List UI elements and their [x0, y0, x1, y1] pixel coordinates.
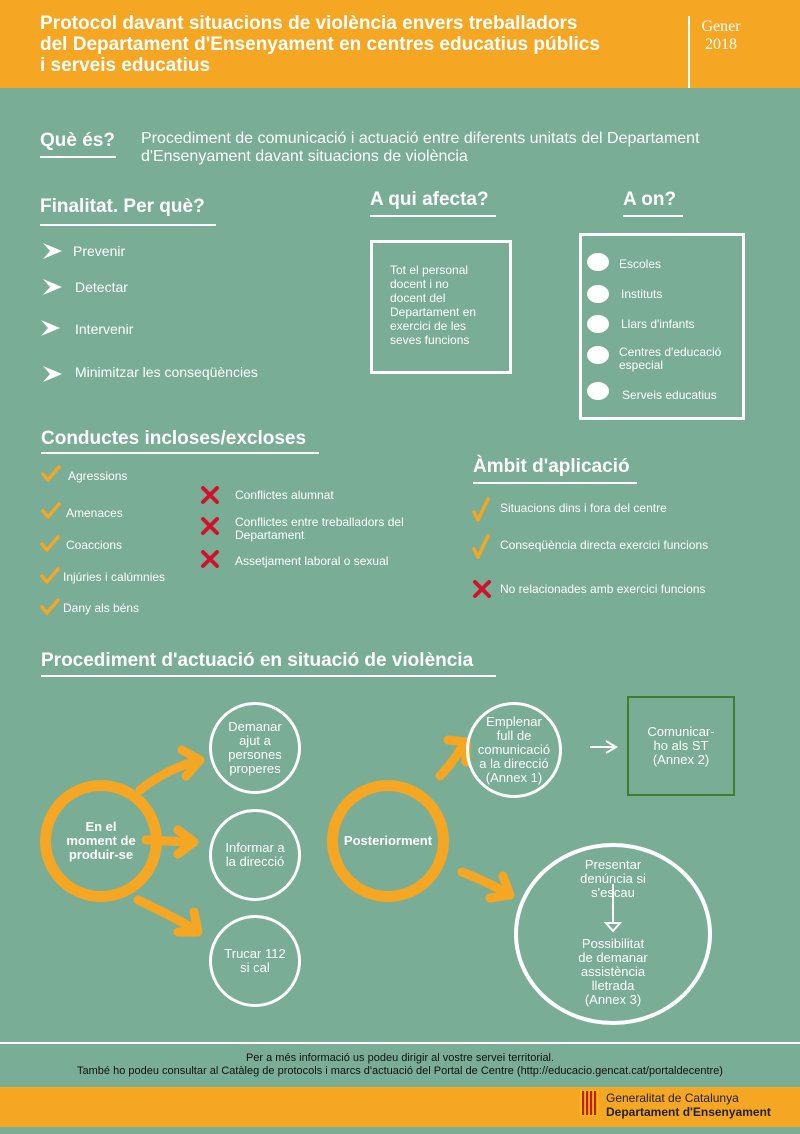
que-es-text-line: Procediment de comunicació i actuació entre diferents unitats del Departament — [141, 130, 700, 147]
check-icon — [41, 502, 61, 520]
que-es-heading: Què és? — [40, 130, 115, 151]
included-item: Injúries i calúmnies — [63, 570, 166, 584]
bullet-icon — [587, 346, 609, 364]
aon-item: Llars d'infants — [621, 317, 695, 331]
que-es-text-line: d'Ensenyament davant situacions de violència — [141, 148, 468, 165]
header-title-line: del Departament d'Ensenyament en centres educatius públics — [40, 34, 600, 55]
included-item: Dany als béns — [63, 601, 140, 615]
footer-divider — [0, 1042, 800, 1044]
check-icon — [40, 535, 60, 553]
action-line: Demanar — [228, 719, 282, 734]
action-line: persones — [228, 747, 282, 762]
chevron-right-icon — [42, 277, 64, 297]
generalitat-logo-icon — [580, 1090, 598, 1116]
procediment-underline — [41, 675, 496, 677]
afecta-text-line: docent i no — [390, 277, 449, 291]
bullet-icon — [587, 382, 609, 400]
aon-heading: A on? — [623, 189, 677, 210]
org-name: Generalitat de Catalunya — [606, 1091, 739, 1105]
check-icon — [41, 465, 61, 483]
action-circle-demanar — [209, 702, 301, 794]
emplenar-line: Emplenar — [486, 714, 542, 729]
emplenar-line: comunicació — [477, 742, 551, 757]
check-icon — [472, 534, 490, 560]
action-line: la direcció — [225, 854, 285, 869]
footer-line: També ho podeu consultar al Catàleg de protocols i marcs d'actuació del Portal de Centre (http://educacio.gencat.cat/portaldecentre) — [77, 1065, 723, 1077]
conductes-heading: Conductes incloses/excloses — [41, 428, 307, 449]
afecta-text-line: Departament en — [390, 305, 477, 319]
action-line: Informar a — [225, 840, 285, 855]
action-line: si cal — [240, 960, 270, 975]
excluded-item: Conflictes entre treballadors del Departament — [235, 515, 404, 542]
presentar-line: denúncia si — [580, 871, 646, 886]
action-line: properes — [229, 761, 281, 776]
finalitat-item: Detectar — [75, 279, 128, 295]
included-item: Agressions — [68, 469, 128, 483]
aon-underline — [623, 215, 683, 217]
aon-item: Escoles — [619, 257, 662, 271]
excluded-item: Conflictes alumnat — [235, 488, 334, 502]
ambit-item: No relacionades amb exercici funcions — [500, 582, 706, 596]
header-date-month: Gener — [701, 18, 741, 35]
presentar-text — [560, 858, 666, 900]
action-line: ajut a — [239, 733, 271, 748]
que-es-underline — [40, 156, 116, 158]
emplenar-line: (Annex 1) — [485, 770, 543, 785]
excluded-item: Assetjament laboral o sexual — [235, 554, 389, 568]
header-date — [694, 18, 748, 54]
header-title-line: i serveis educatius — [40, 55, 211, 76]
aon-item: Instituts — [621, 287, 663, 301]
ambit-heading: Àmbit d'aplicació — [473, 456, 630, 477]
footer-line: Per a més informació us podeu dirigir al vostre servei territorial. — [245, 1052, 555, 1064]
cross-icon — [200, 517, 220, 535]
check-icon — [472, 497, 490, 523]
finalitat-item: Minimitzar les conseqüències — [75, 364, 258, 380]
action-circle-trucar — [209, 915, 301, 1007]
conductes-underline — [41, 452, 319, 454]
cross-icon — [200, 550, 220, 568]
finalitat-item: Prevenir — [73, 243, 126, 259]
bullet-icon — [587, 253, 609, 271]
emplenar-line: a la direcció — [479, 756, 549, 771]
chevron-right-icon — [40, 318, 62, 338]
moment-line: produir-se — [68, 847, 134, 862]
comunicar-line: (Annex 2) — [652, 752, 710, 767]
check-icon — [40, 567, 60, 585]
afecta-text — [390, 263, 502, 347]
moment-line: moment de — [66, 833, 136, 848]
header-title-line: Protocol davant situacions de violència envers treballadors — [40, 13, 578, 34]
aon-item: Serveis educatius — [622, 388, 717, 402]
possibilitat-line: lletrada — [591, 978, 635, 993]
emplenar-line: full de — [496, 728, 532, 743]
moment-circle — [40, 780, 162, 902]
header-divider — [688, 16, 690, 88]
chevron-right-icon — [42, 364, 64, 384]
org-department: Departament d'Ensenyament — [606, 1105, 771, 1119]
ambit-item: Situacions dins i fora del centre — [500, 501, 667, 515]
afecta-underline — [370, 215, 496, 217]
finalitat-underline — [40, 224, 216, 226]
afecta-text-line: seves funcions — [390, 333, 470, 347]
possibilitat-line: (Annex 3) — [584, 992, 642, 1007]
chevron-right-icon — [42, 241, 64, 261]
possibilitat-line: Possibilitat — [581, 936, 645, 951]
aon-item: Centres d'educació especial — [619, 345, 722, 372]
ambit-item: Conseqüència directa exercici funcions — [500, 538, 709, 552]
ambit-underline — [473, 482, 637, 484]
posteriorment-label: Posteriorment — [343, 833, 433, 848]
comunicar-box — [627, 696, 735, 796]
presentar-line: Presentar — [584, 857, 642, 872]
possibilitat-line: assistència — [580, 964, 646, 979]
comunicar-line: Comunicar- — [647, 724, 715, 739]
cross-icon — [200, 486, 220, 504]
que-es-text — [141, 130, 791, 166]
posteriorment-circle — [327, 780, 449, 902]
afecta-text-line: exercici de les — [390, 319, 467, 333]
afecta-text-line: Tot el personal — [390, 263, 469, 277]
action-circle-informar — [209, 809, 301, 901]
included-item: Coaccions — [66, 538, 123, 552]
header-title — [40, 13, 660, 76]
emplenar-circle — [466, 702, 562, 798]
procediment-heading: Procediment d'actuació en situació de violència — [41, 650, 474, 671]
possibilitat-text — [560, 937, 666, 1007]
footer-bottom-strip — [0, 1127, 800, 1134]
footer-text — [0, 1052, 800, 1078]
possibilitat-line: de demanar — [578, 950, 648, 965]
afecta-text-line: docent del — [390, 291, 446, 305]
cross-icon — [472, 580, 492, 598]
moment-line: En el — [85, 819, 117, 834]
afecta-heading: A qui afecta? — [370, 189, 489, 210]
presentar-line: s'escau — [591, 885, 635, 900]
check-icon — [40, 598, 60, 616]
finalitat-item: Intervenir — [75, 321, 134, 337]
comunicar-line: ho als ST — [653, 738, 709, 753]
bullet-icon — [587, 285, 609, 303]
bullet-icon — [587, 315, 609, 333]
action-line: Trucar 112 — [224, 946, 286, 961]
finalitat-heading: Finalitat. Per què? — [40, 196, 205, 217]
included-item: Amenaces — [66, 506, 123, 520]
header-date-year: 2018 — [705, 36, 737, 53]
